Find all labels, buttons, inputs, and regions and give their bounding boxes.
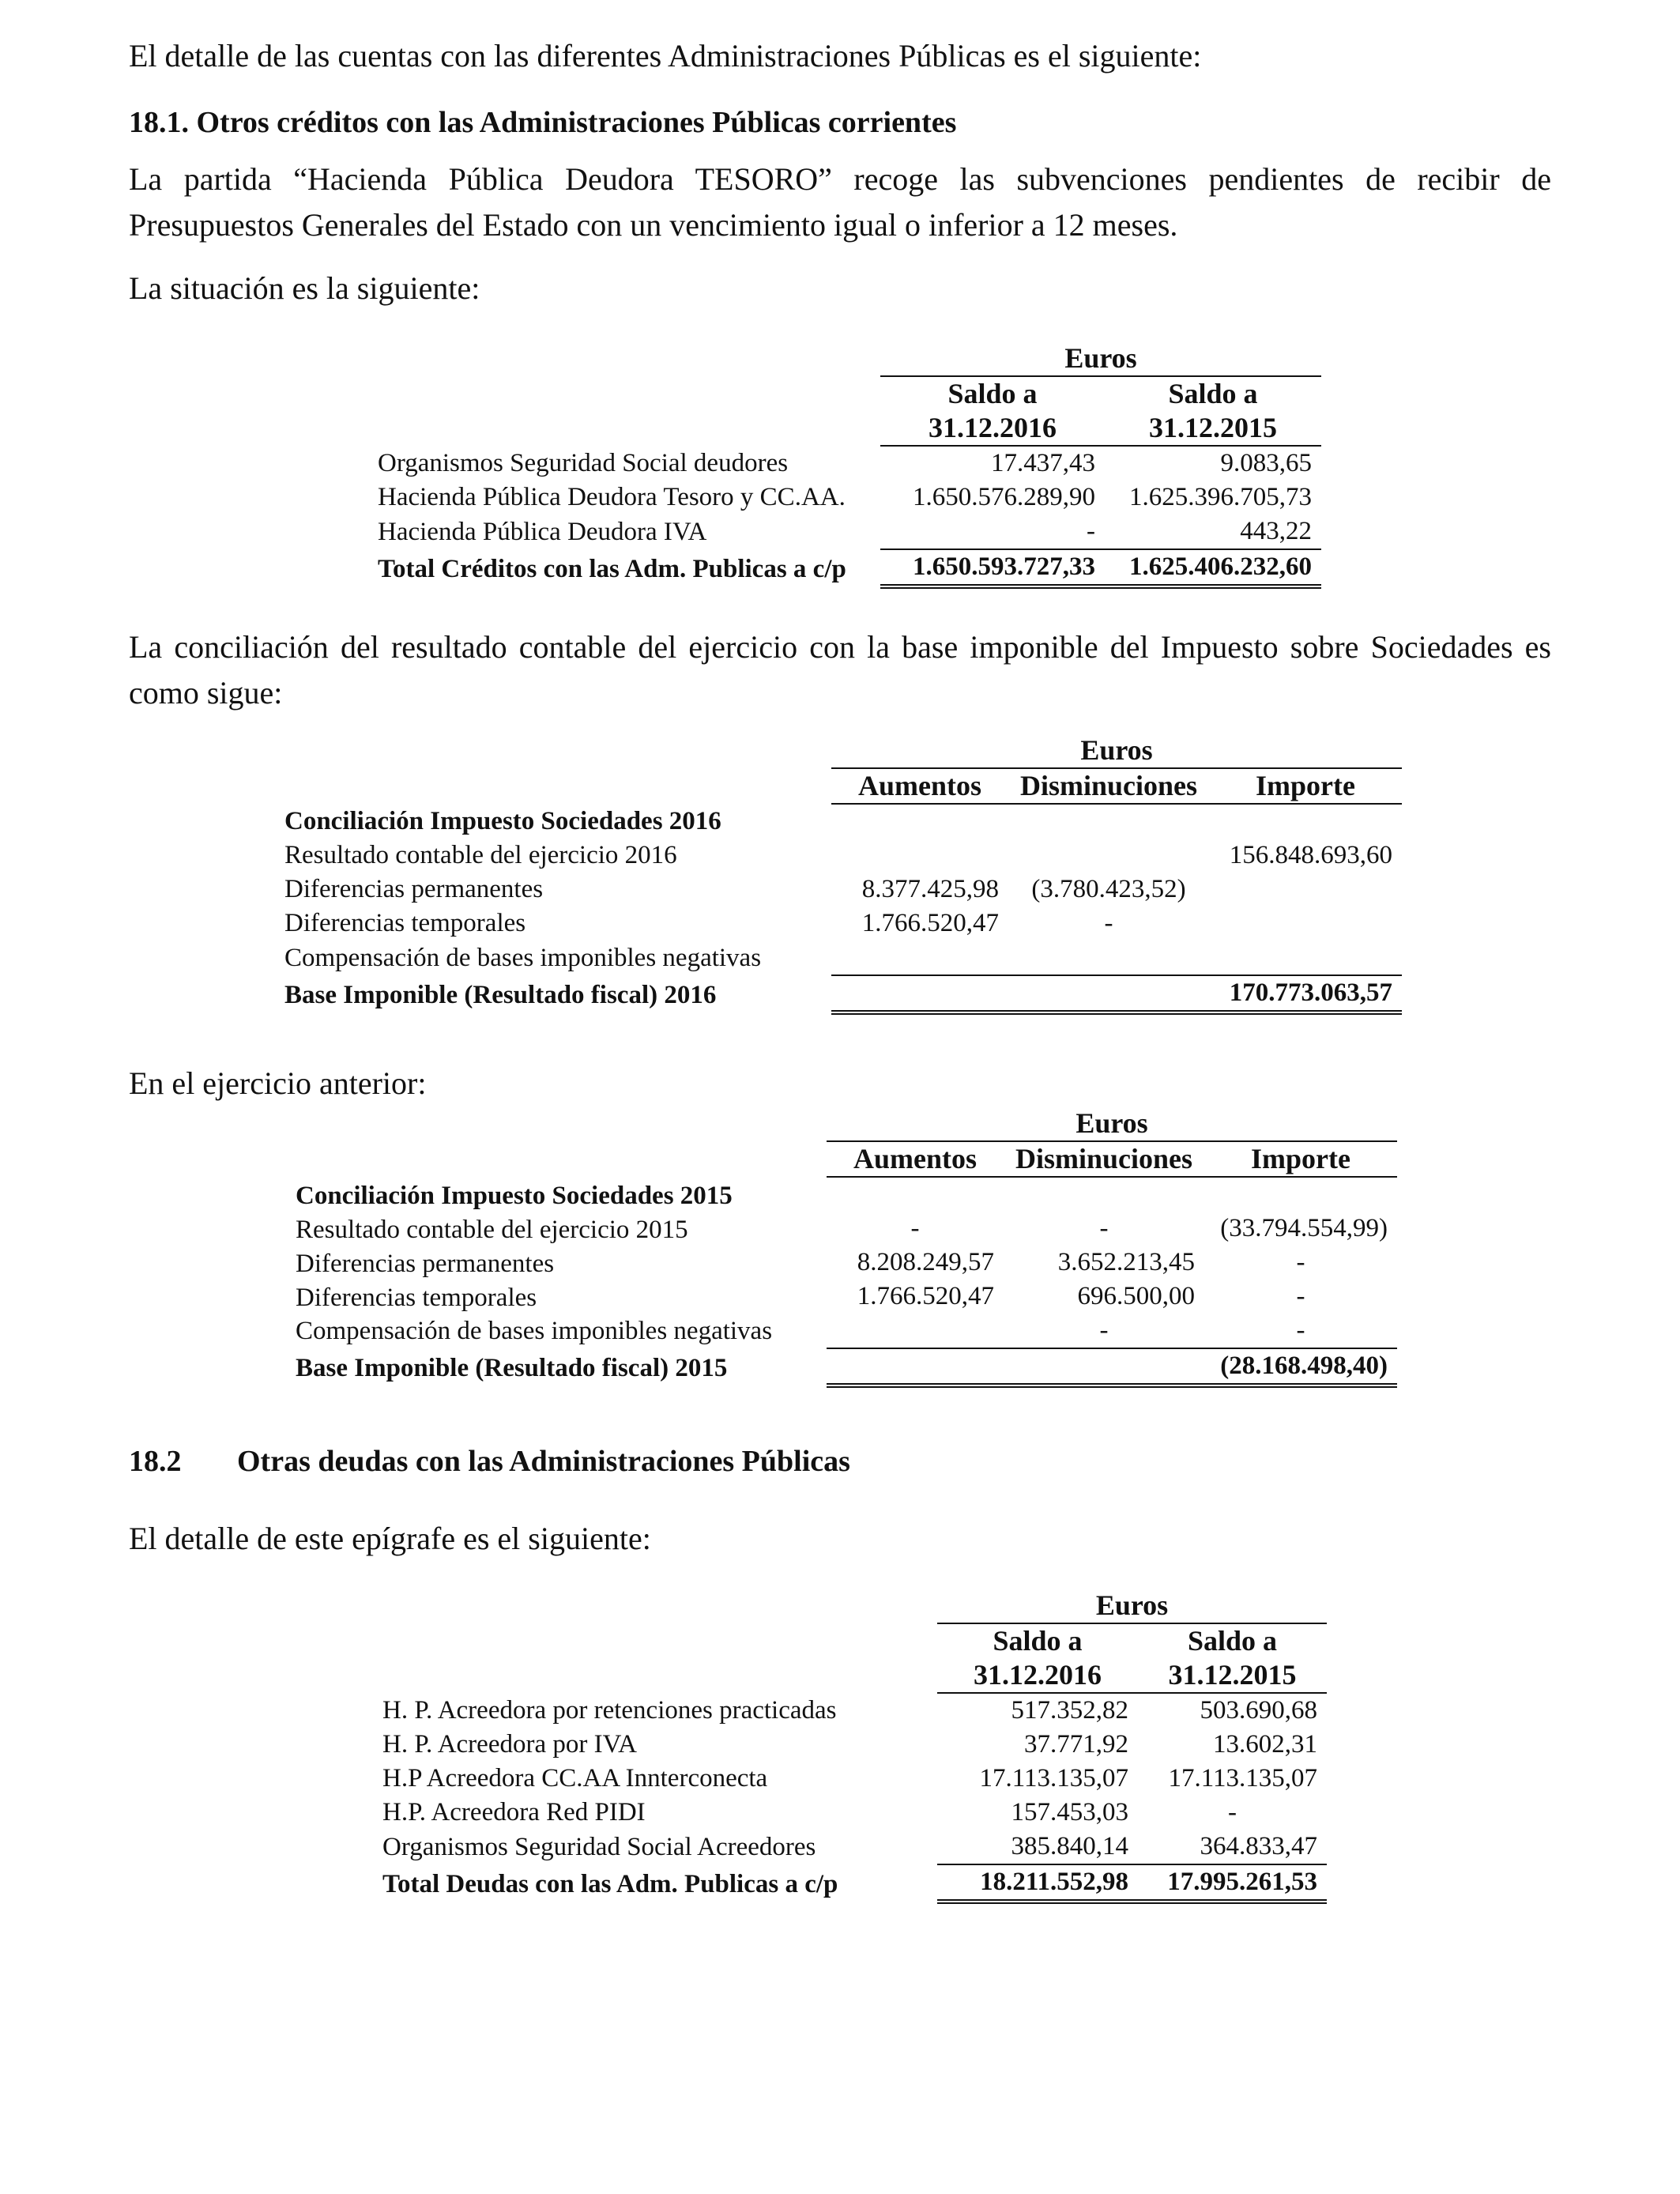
col-header-2016-line1: Saldo a — [993, 1625, 1083, 1657]
value-2016: 157.453,03 — [1011, 1798, 1128, 1826]
table-row — [373, 1728, 1327, 1762]
row-label: Hacienda Pública Deudora Tesoro y CC.AA. — [378, 483, 846, 511]
value-2015: 364.833,47 — [1138, 1830, 1327, 1864]
row-label: H.P. Acreedora Red PIDI — [382, 1798, 646, 1826]
disminuciones-value: - — [1099, 1214, 1109, 1242]
disminuciones-value: - — [1104, 909, 1113, 937]
table-row — [373, 1796, 1327, 1830]
importe-value — [1209, 907, 1402, 941]
row-label: Compensación de bases imponibles negativas — [284, 944, 762, 972]
col-header-disminuciones: Disminuciones — [1004, 1141, 1204, 1177]
disminuciones-value: 3.652.213,45 — [1057, 1248, 1195, 1276]
row-label: H. P. Acreedora por retenciones practicadas — [382, 1696, 837, 1725]
value-2016: 17.437,43 — [991, 449, 1095, 477]
total-label: Base Imponible (Resultado fiscal) 2016 — [284, 981, 717, 1009]
col-header-disminuciones: Disminuciones — [1008, 768, 1209, 804]
total-2015: 1.625.406.232,60 — [1105, 549, 1321, 586]
total-label: Total Deudas con las Adm. Publicas a c/p — [382, 1870, 838, 1898]
row-label: Resultado contable del ejercicio 2016 — [284, 841, 677, 869]
table-row — [368, 481, 1321, 515]
row-label: Diferencias temporales — [296, 1284, 537, 1312]
table-row — [275, 873, 1402, 907]
total-label: Total Créditos con las Adm. Publicas a c/p — [378, 555, 846, 583]
value-2016: 385.840,14 — [937, 1830, 1138, 1864]
disminuciones-value: - — [1004, 1314, 1204, 1348]
aumentos-value: 1.766.520,47 — [861, 909, 999, 937]
col-header-2015-line2: 31.12.2015 — [1105, 411, 1321, 446]
value-2016: - — [880, 515, 1105, 549]
col-header-2016-line1: Saldo a — [947, 378, 1038, 409]
row-label: Organismos Seguridad Social Acreedores — [382, 1833, 816, 1861]
aumentos-value — [831, 839, 1008, 873]
table-row — [275, 907, 1402, 941]
value-2015: 503.690,68 — [1200, 1696, 1317, 1725]
total-2016: 1.650.593.727,33 — [880, 549, 1105, 586]
value-2016: 37.771,92 — [1024, 1730, 1128, 1759]
section-18-2-number: 18.2 — [129, 1445, 182, 1478]
aumentos-value — [827, 1314, 1004, 1348]
value-2016: 17.113.135,07 — [979, 1764, 1128, 1793]
conciliacion-2015-table — [286, 1106, 1397, 1388]
table-row — [275, 839, 1402, 873]
col-header-2015-line2: 31.12.2015 — [1138, 1658, 1327, 1693]
aumentos-value: 8.208.249,57 — [857, 1248, 994, 1276]
total-row — [275, 975, 1402, 1012]
table-row — [286, 1246, 1397, 1280]
col-header-importe: Importe — [1204, 1141, 1397, 1177]
section-18-1-title: 18.1. Otros créditos con las Administraciones Públicas corrientes — [129, 106, 957, 139]
value-2016: 517.352,82 — [1011, 1696, 1128, 1725]
disminuciones-value — [1008, 941, 1209, 975]
importe-value: - — [1296, 1282, 1305, 1310]
section-18-1-paragraph: La partida “Hacienda Pública Deudora TESORO” recoge las subvenciones pendientes de recibir de Presupuestos Generales del Estado con un vencimiento igual o inferior a 12 meses. — [129, 161, 1551, 243]
situacion-text: La situación es la siguiente: — [129, 270, 480, 306]
row-label: Diferencias temporales — [284, 909, 526, 937]
total-row — [368, 549, 1321, 586]
row-label: Diferencias permanentes — [296, 1250, 555, 1278]
total-row — [286, 1348, 1397, 1385]
value-2015: 17.113.135,07 — [1168, 1764, 1317, 1793]
table-row — [286, 1212, 1397, 1246]
value-2016: 1.650.576.289,90 — [913, 483, 1095, 511]
table-row — [286, 1280, 1397, 1314]
col-header-aumentos: Aumentos — [831, 768, 1008, 804]
row-label: Diferencias permanentes — [284, 875, 544, 903]
value-2015: 13.602,31 — [1213, 1730, 1317, 1759]
importe-value: 156.848.693,60 — [1229, 841, 1392, 869]
table-row — [368, 515, 1321, 549]
row-label: Resultado contable del ejercicio 2015 — [296, 1216, 688, 1244]
col-header-2016-line2: 31.12.2016 — [880, 411, 1105, 446]
total-importe: (28.168.498,40) — [1204, 1348, 1397, 1385]
importe-value: - — [1296, 1248, 1305, 1276]
section-18-2-title: Otras deudas con las Administraciones Públicas — [237, 1445, 850, 1478]
importe-value — [1209, 873, 1402, 907]
euros-header: Euros — [831, 733, 1402, 768]
row-label: Hacienda Pública Deudora IVA — [378, 518, 707, 546]
aumentos-value: 8.377.425,98 — [861, 875, 999, 903]
row-label: Compensación de bases imponibles negativas — [296, 1317, 773, 1345]
euros-header: Euros — [937, 1589, 1327, 1623]
table-row — [373, 1830, 1327, 1864]
value-2015: 1.625.396.705,73 — [1129, 483, 1312, 511]
deudas-table — [373, 1589, 1327, 1904]
total-importe: 170.773.063,57 — [1209, 975, 1402, 1012]
conciliacion-heading: Conciliación Impuesto Sociedades 2016 — [284, 807, 721, 835]
detalle-epigrafe-text: El detalle de este epígrafe es el siguiente: — [129, 1521, 651, 1556]
col-header-aumentos: Aumentos — [827, 1141, 1004, 1177]
importe-value — [1209, 941, 1402, 975]
row-label: H.P Acreedora CC.AA Innterconecta — [382, 1764, 768, 1793]
table-row — [275, 941, 1402, 975]
aumentos-value: 1.766.520,47 — [857, 1282, 994, 1310]
conciliacion-paragraph: La conciliación del resultado contable del ejercicio con la base imponible del Impuesto sobre Sociedades es como sigue: — [129, 629, 1551, 711]
importe-value: (33.794.554,99) — [1220, 1214, 1388, 1242]
conciliacion-heading: Conciliación Impuesto Sociedades 2015 — [296, 1182, 733, 1210]
aumentos-value — [831, 941, 1008, 975]
euros-header: Euros — [880, 341, 1321, 376]
value-2015: - — [1228, 1798, 1237, 1826]
aumentos-value: - — [910, 1214, 920, 1242]
disminuciones-value: (3.780.423,52) — [1031, 875, 1186, 903]
total-label: Base Imponible (Resultado fiscal) 2015 — [296, 1354, 728, 1382]
disminuciones-value — [1008, 839, 1209, 873]
total-row — [373, 1864, 1327, 1902]
value-2015: 443,22 — [1105, 515, 1321, 549]
euros-header: Euros — [827, 1106, 1397, 1141]
anterior-text: En el ejercicio anterior: — [129, 1065, 427, 1101]
col-header-2016-line2: 31.12.2016 — [937, 1658, 1138, 1693]
importe-value: - — [1204, 1314, 1397, 1348]
conciliacion-2016-table — [275, 733, 1402, 1015]
row-label: Organismos Seguridad Social deudores — [378, 449, 789, 477]
value-2015: 9.083,65 — [1220, 449, 1312, 477]
col-header-2015-line1: Saldo a — [1168, 378, 1258, 409]
table-row — [373, 1693, 1327, 1728]
col-header-importe: Importe — [1209, 768, 1402, 804]
total-2015: 17.995.261,53 — [1138, 1864, 1327, 1902]
col-header-2015-line1: Saldo a — [1187, 1625, 1278, 1657]
creditos-table — [368, 341, 1321, 589]
table-row — [286, 1314, 1397, 1348]
table-row — [373, 1762, 1327, 1796]
intro-paragraph: El detalle de las cuentas con las diferentes Administraciones Públicas es el siguiente: — [129, 38, 1202, 74]
disminuciones-value: 696.500,00 — [1077, 1282, 1195, 1310]
row-label: H. P. Acreedora por IVA — [382, 1730, 637, 1759]
table-row — [368, 446, 1321, 481]
total-2016: 18.211.552,98 — [937, 1864, 1138, 1902]
